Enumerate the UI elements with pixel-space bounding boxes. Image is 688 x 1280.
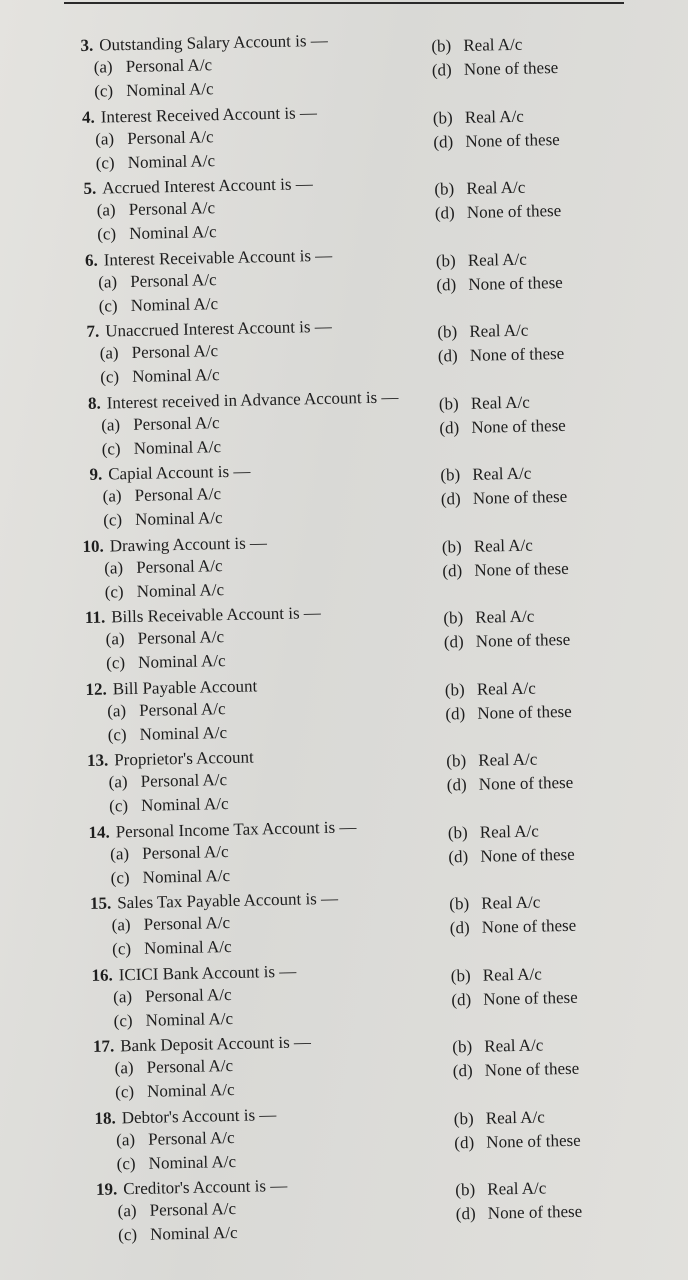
- option-d: [447, 773, 574, 796]
- option-a-label: (a): [114, 1058, 134, 1078]
- option-b-text: Real A/c: [487, 1178, 547, 1199]
- option-c: [106, 651, 226, 673]
- option-d-text: None of these: [466, 200, 562, 222]
- option-d: [445, 701, 572, 724]
- option-b-label: (b): [440, 465, 461, 485]
- option-c-text: Nominal A/c: [146, 1079, 235, 1101]
- option-a-text: Personal A/c: [135, 555, 223, 577]
- option-a-label: (a): [115, 1129, 136, 1149]
- option-d-label: (d): [440, 489, 461, 509]
- option-a: [110, 842, 229, 864]
- option-a-text: Personal A/c: [146, 1055, 234, 1077]
- option-a-label: (a): [108, 772, 128, 792]
- option-d-text: None of these: [486, 1130, 581, 1152]
- option-c: [103, 508, 223, 530]
- option-a-label: (a): [101, 414, 121, 435]
- question-number: 5.: [83, 178, 97, 198]
- option-d-text: None of these: [477, 701, 572, 723]
- option-d: [456, 1202, 583, 1225]
- option-a-label: (a): [99, 343, 119, 363]
- question-title: [70, 174, 313, 199]
- option-d-label: (d): [436, 274, 457, 295]
- option-d-label: (d): [442, 560, 463, 580]
- option-a-label: (a): [105, 629, 125, 649]
- option-b: [449, 893, 540, 915]
- option-a-text: Personal A/c: [127, 126, 214, 148]
- question-title: [81, 676, 258, 700]
- option-b-label: (b): [437, 322, 458, 342]
- option-a: [107, 699, 226, 721]
- option-b-label: (b): [432, 107, 453, 128]
- option-b-label: (b): [449, 893, 470, 914]
- option-d: [448, 844, 575, 867]
- option-a: [97, 198, 216, 220]
- option-b: [451, 964, 542, 986]
- question-title: [88, 1032, 311, 1057]
- question-title: [79, 603, 321, 628]
- option-b: [455, 1178, 546, 1200]
- option-b-text: Real A/c: [484, 1035, 544, 1056]
- option-a-text: Personal A/c: [128, 198, 216, 219]
- option-a-text: Personal A/c: [132, 412, 220, 434]
- option-d-label: (d): [454, 1132, 475, 1152]
- option-b-text: Real A/c: [485, 1106, 546, 1128]
- option-c-text: Nominal A/c: [129, 222, 217, 243]
- question-text: Bill Payable Account: [112, 675, 258, 698]
- option-c-text: Nominal A/c: [145, 1008, 234, 1030]
- option-d: [438, 344, 565, 367]
- option-c-text: Nominal A/c: [130, 293, 219, 315]
- top-rule: [64, 2, 624, 4]
- option-d-text: None of these: [468, 272, 563, 294]
- option-c: [118, 1223, 238, 1245]
- question-text: Interest Received Account is —: [100, 102, 318, 127]
- option-c-label: (c): [110, 867, 130, 887]
- option-c-label: (c): [101, 438, 121, 459]
- option-c: [100, 365, 220, 387]
- option-a: [95, 127, 214, 149]
- option-b: [442, 535, 533, 557]
- option-d: [444, 630, 571, 653]
- question-title: [76, 461, 251, 485]
- question-title: [90, 1105, 277, 1129]
- option-d: [441, 487, 568, 510]
- option-c: [94, 79, 214, 101]
- option-a-label: (a): [96, 200, 116, 220]
- option-b: [440, 464, 531, 486]
- option-a-text: Personal A/c: [141, 841, 229, 863]
- option-c: [116, 1151, 236, 1173]
- option-c-text: Nominal A/c: [140, 794, 229, 815]
- option-d-label: (d): [448, 846, 469, 866]
- option-c-label: (c): [108, 796, 129, 816]
- option-a: [105, 627, 224, 649]
- option-d: [451, 987, 578, 1010]
- option-d-label: (d): [434, 203, 455, 223]
- option-c-text: Nominal A/c: [148, 1151, 237, 1173]
- option-d-label: (d): [443, 632, 464, 652]
- question-title: [87, 961, 297, 985]
- option-b: [433, 106, 524, 128]
- option-b-label: (b): [438, 393, 459, 414]
- option-b-text: Real A/c: [467, 249, 528, 270]
- option-a-label: (a): [112, 986, 133, 1006]
- option-d-text: None of these: [471, 415, 566, 437]
- option-b: [448, 821, 539, 843]
- option-d-text: None of these: [478, 772, 574, 794]
- option-c: [99, 294, 219, 316]
- option-a-text: Personal A/c: [131, 341, 219, 362]
- option-c-text: Nominal A/c: [133, 436, 222, 458]
- option-a: [117, 1199, 236, 1221]
- question-number: 8.: [87, 393, 101, 413]
- question-number: 11.: [84, 607, 106, 627]
- option-d-label: (d): [437, 346, 458, 366]
- question-title: [84, 817, 357, 843]
- option-c: [97, 222, 217, 244]
- option-b: [439, 392, 530, 414]
- option-d-label: (d): [433, 131, 454, 152]
- option-b-label: (b): [447, 822, 468, 842]
- option-a: [113, 984, 232, 1006]
- option-d-label: (d): [445, 703, 466, 723]
- question-number: 6.: [84, 250, 98, 270]
- option-b: [445, 678, 536, 700]
- option-a: [98, 270, 217, 292]
- option-c-label: (c): [105, 653, 126, 673]
- question-text: Capial Account is —: [108, 461, 251, 484]
- question-number: 12.: [85, 679, 107, 699]
- option-b-text: Real A/c: [481, 892, 541, 913]
- option-a-text: Personal A/c: [137, 627, 225, 648]
- option-c-text: Nominal A/c: [131, 365, 220, 386]
- option-a-label: (a): [117, 1201, 137, 1221]
- option-c-label: (c): [104, 581, 124, 602]
- option-c-text: Nominal A/c: [136, 579, 225, 601]
- option-b-text: Real A/c: [482, 963, 543, 985]
- question-text: Creditor's Account is —: [123, 1175, 288, 1199]
- option-c: [109, 794, 229, 816]
- option-b-label: (b): [450, 965, 471, 985]
- option-b-text: Real A/c: [479, 821, 540, 842]
- question-title: [72, 245, 333, 270]
- option-b-label: (b): [431, 36, 452, 56]
- option-d-label: (d): [455, 1203, 476, 1224]
- option-d-text: None of these: [472, 486, 568, 508]
- question-title: [91, 1176, 287, 1200]
- option-c-text: Nominal A/c: [149, 1222, 238, 1244]
- option-c-text: Nominal A/c: [139, 722, 228, 744]
- question-text: Outstanding Salary Account is —: [99, 30, 328, 55]
- option-d-text: None of these: [487, 1201, 583, 1223]
- question-text: Bank Deposit Account is —: [120, 1032, 312, 1056]
- option-d-label: (d): [452, 1060, 473, 1081]
- option-d-text: None of these: [480, 844, 575, 866]
- option-d-label: (d): [439, 417, 460, 438]
- question-number: 7.: [86, 321, 100, 341]
- option-a-text: Personal A/c: [134, 484, 222, 505]
- option-c: [115, 1080, 235, 1102]
- question-title: [82, 747, 254, 771]
- question-text: Personal Income Tax Account is —: [115, 816, 357, 841]
- question-number: 18.: [94, 1107, 116, 1128]
- question-number: 10.: [82, 536, 104, 556]
- option-d-label: (d): [431, 60, 452, 80]
- option-b-label: (b): [441, 536, 462, 556]
- option-a-label: (a): [109, 843, 130, 863]
- option-b-label: (b): [452, 1036, 473, 1057]
- option-b-label: (b): [434, 179, 455, 199]
- option-d: [453, 1059, 580, 1082]
- option-c-label: (c): [103, 510, 123, 530]
- option-c-text: Nominal A/c: [134, 508, 223, 529]
- option-c-label: (c): [98, 295, 118, 316]
- question-number: 3.: [80, 35, 94, 55]
- option-d-text: None of these: [484, 1058, 580, 1080]
- option-a: [102, 484, 221, 506]
- question-item: [11, 1167, 688, 1253]
- option-c-label: (c): [107, 724, 127, 745]
- option-d-text: None of these: [469, 343, 565, 365]
- question-list: [0, 23, 688, 1277]
- question-title: [85, 889, 338, 914]
- option-a-label: (a): [111, 915, 131, 935]
- option-c-label: (c): [116, 1153, 136, 1173]
- option-d-label: (d): [449, 917, 470, 938]
- option-a-text: Personal A/c: [129, 269, 217, 291]
- option-d-text: None of these: [481, 915, 577, 937]
- question-number: 14.: [88, 822, 110, 842]
- option-b-text: Real A/c: [464, 106, 525, 127]
- option-b: [454, 1107, 545, 1129]
- option-b-text: Real A/c: [469, 320, 529, 341]
- option-b-label: (b): [446, 751, 467, 771]
- question-title: [69, 103, 318, 128]
- option-d: [439, 415, 566, 438]
- question-number: 16.: [91, 964, 113, 985]
- question-text: Accrued Interest Account is —: [102, 174, 313, 198]
- question-number: 13.: [86, 750, 109, 770]
- option-b: [434, 178, 525, 200]
- option-b: [431, 35, 522, 57]
- option-d: [442, 558, 569, 581]
- option-a: [116, 1127, 235, 1149]
- option-a-text: Personal A/c: [144, 984, 232, 1006]
- option-c: [107, 723, 227, 745]
- question-number: 19.: [95, 1179, 118, 1199]
- option-b: [437, 321, 528, 343]
- option-a-label: (a): [95, 128, 115, 149]
- option-b: [452, 1035, 543, 1057]
- option-a-text: Personal A/c: [125, 55, 213, 77]
- option-d-label: (d): [451, 989, 472, 1009]
- option-a-text: Personal A/c: [143, 913, 231, 934]
- option-b-label: (b): [455, 1179, 476, 1200]
- option-a: [104, 556, 223, 578]
- question-title: [78, 533, 268, 557]
- option-a-label: (a): [102, 486, 122, 506]
- option-b-label: (b): [443, 608, 464, 628]
- question-text: Interest received in Advance Account is —: [106, 386, 399, 412]
- option-d: [450, 916, 577, 939]
- option-d-text: None of these: [463, 57, 559, 79]
- question-text: ICICI Bank Account is —: [118, 961, 297, 984]
- question-number: 15.: [89, 893, 112, 913]
- question-text: Sales Tax Payable Account is —: [117, 888, 339, 913]
- option-b-text: Real A/c: [473, 535, 534, 556]
- option-c: [102, 437, 222, 459]
- option-c-text: Nominal A/c: [127, 150, 216, 172]
- question-number: 9.: [89, 464, 103, 484]
- option-b: [443, 607, 534, 629]
- question-text: Debtor's Account is —: [121, 1104, 277, 1127]
- option-c: [104, 580, 224, 602]
- option-b-text: Real A/c: [466, 177, 526, 198]
- option-c-label: (c): [113, 1010, 133, 1030]
- option-d-text: None of these: [483, 987, 578, 1009]
- option-d: [432, 58, 559, 81]
- option-c-text: Nominal A/c: [143, 936, 232, 958]
- option-d: [436, 272, 563, 295]
- option-c-label: (c): [94, 81, 114, 101]
- question-text: Unaccrued Interest Account is —: [105, 316, 332, 341]
- option-c-label: (c): [95, 152, 115, 173]
- option-a-label: (a): [93, 57, 113, 77]
- question-text: Proprietor's Account: [114, 747, 254, 770]
- option-b-text: Real A/c: [475, 606, 535, 627]
- option-c-text: Nominal A/c: [142, 865, 231, 887]
- option-c-text: Nominal A/c: [126, 79, 214, 100]
- option-a: [100, 341, 219, 363]
- option-d: [435, 201, 562, 224]
- option-a: [114, 1056, 233, 1078]
- option-a-label: (a): [103, 557, 124, 578]
- option-b: [436, 249, 527, 271]
- option-c: [112, 937, 232, 959]
- option-d: [433, 129, 560, 152]
- option-a: [108, 770, 227, 792]
- option-a-label: (a): [106, 700, 127, 721]
- option-b: [446, 750, 537, 772]
- question-title: [67, 31, 328, 56]
- option-d-text: None of these: [474, 558, 569, 580]
- option-c-label: (c): [97, 224, 117, 244]
- option-d-text: None of these: [465, 129, 560, 151]
- option-c-label: (c): [117, 1225, 138, 1245]
- option-b-text: Real A/c: [478, 749, 538, 770]
- option-c-label: (c): [100, 367, 120, 387]
- option-c: [96, 151, 216, 173]
- question-number: 17.: [92, 1036, 115, 1056]
- option-d-text: None of these: [475, 629, 571, 651]
- option-c: [113, 1008, 233, 1030]
- option-d-label: (d): [446, 775, 467, 795]
- option-b-label: (b): [444, 679, 465, 699]
- question-text: Drawing Account is —: [109, 532, 268, 555]
- option-b-label: (b): [435, 250, 456, 271]
- option-c-text: Nominal A/c: [137, 651, 226, 672]
- option-c-label: (c): [111, 939, 132, 959]
- question-number: 4.: [81, 107, 95, 127]
- option-a-text: Personal A/c: [138, 698, 226, 720]
- option-a-text: Personal A/c: [140, 770, 228, 791]
- option-b-text: Real A/c: [476, 678, 537, 699]
- option-b-text: Real A/c: [470, 392, 531, 413]
- option-a-label: (a): [98, 271, 118, 292]
- option-c: [110, 865, 230, 887]
- question-text: Bills Receivable Account is —: [111, 603, 322, 627]
- option-b-text: Real A/c: [463, 34, 523, 55]
- option-b-text: Real A/c: [472, 463, 532, 484]
- option-a: [111, 913, 230, 935]
- option-c-label: (c): [114, 1082, 135, 1102]
- option-a-text: Personal A/c: [147, 1127, 235, 1149]
- option-a: [101, 413, 220, 435]
- question-text: Interest Receivable Account is —: [103, 245, 333, 270]
- option-a-text: Personal A/c: [149, 1198, 237, 1220]
- option-b-label: (b): [453, 1108, 474, 1128]
- option-a: [94, 55, 213, 77]
- question-title: [73, 317, 332, 342]
- option-d: [454, 1130, 581, 1153]
